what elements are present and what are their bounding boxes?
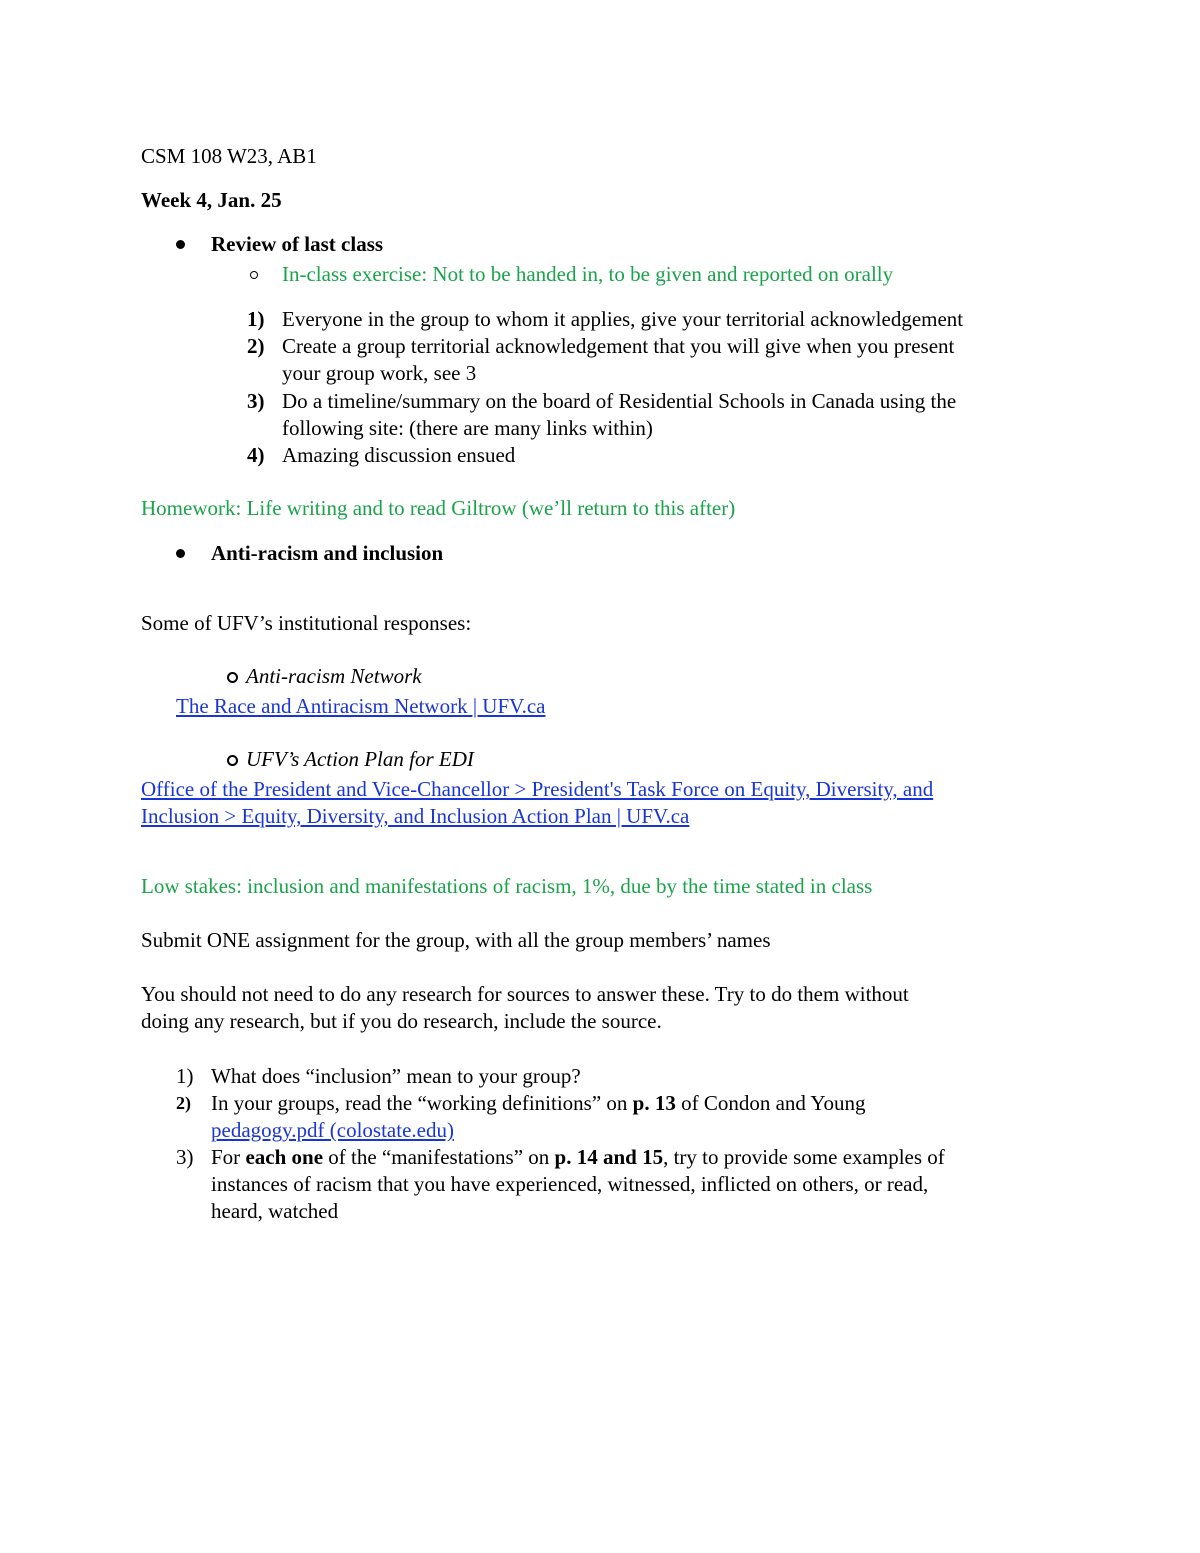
item-number: 3) (247, 389, 265, 413)
review-item-3-line1: Do a timeline/summary on the board of Residential Schools in Canada using the (282, 389, 957, 413)
in-class-exercise: In-class exercise: Not to be handed in, to be given and reported on orally (282, 262, 894, 286)
bullet-icon (176, 240, 185, 249)
question-number: 3) (176, 1145, 194, 1169)
edi-link-line2[interactable]: Inclusion > Equity, Diversity, and Inclusion Action Plan | UFV.ca (141, 804, 690, 828)
circle-bullet-icon (227, 755, 238, 766)
question-number: 1) (176, 1064, 194, 1088)
circle-bullet-icon (250, 271, 258, 279)
review-item-1: Everyone in the group to whom it applies, give your territorial acknowledgement (282, 307, 964, 331)
network-link[interactable]: The Race and Antiracism Network | UFV.ca (176, 694, 546, 718)
question-2: In your groups, read the “working definitions” on p. 13 of Condon and Young (211, 1091, 866, 1115)
course-title: CSM 108 W23, AB1 (141, 144, 317, 168)
review-item-2-line2: your group work, see 3 (282, 361, 477, 385)
question-3-line2: instances of racism that you have experienced, witnessed, inflicted on others, or read, (211, 1172, 929, 1196)
network-label: Anti-racism Network (246, 664, 422, 688)
review-heading: Review of last class (211, 232, 384, 256)
item-number: 2) (247, 334, 265, 358)
circle-bullet-icon (227, 672, 238, 683)
antiracism-heading: Anti-racism and inclusion (211, 541, 444, 565)
edi-label: UFV’s Action Plan for EDI (246, 747, 474, 771)
edi-link-line1[interactable]: Office of the President and Vice-Chancellor > President's Task Force on Equity, Diversity, and (141, 777, 934, 801)
review-item-4: Amazing discussion ensued (282, 443, 516, 467)
item-number: 1) (247, 307, 265, 331)
question-1: What does “inclusion” mean to your group? (211, 1064, 581, 1088)
bullet-icon (176, 549, 185, 558)
low-stakes-heading: Low stakes: inclusion and manifestations of racism, 1%, due by the time stated in class (141, 874, 873, 898)
research-note-line2: doing any research, but if you do research, include the source. (141, 1009, 662, 1033)
submit-instruction: Submit ONE assignment for the group, with all the group members’ names (141, 928, 771, 952)
item-number: 4) (247, 443, 265, 467)
question-3-line1: For each one of the “manifestations” on p. 14 and 15, try to provide some examples of (211, 1145, 945, 1169)
question-number: 2) (176, 1093, 191, 1113)
question-3-line3: heard, watched (211, 1199, 339, 1223)
research-note-line1: You should not need to do any research for sources to answer these. Try to do them without (141, 982, 909, 1006)
institutional-responses-intro: Some of UFV’s institutional responses: (141, 611, 472, 635)
pedagogy-pdf-link[interactable]: pedagogy.pdf (colostate.edu) (211, 1118, 454, 1142)
review-item-3-line2: following site: (there are many links within) (282, 416, 653, 440)
review-item-2-line1: Create a group territorial acknowledgement that you will give when you present (282, 334, 955, 358)
week-heading: Week 4, Jan. 25 (141, 188, 282, 212)
homework-note: Homework: Life writing and to read Giltrow (we’ll return to this after) (141, 496, 736, 520)
